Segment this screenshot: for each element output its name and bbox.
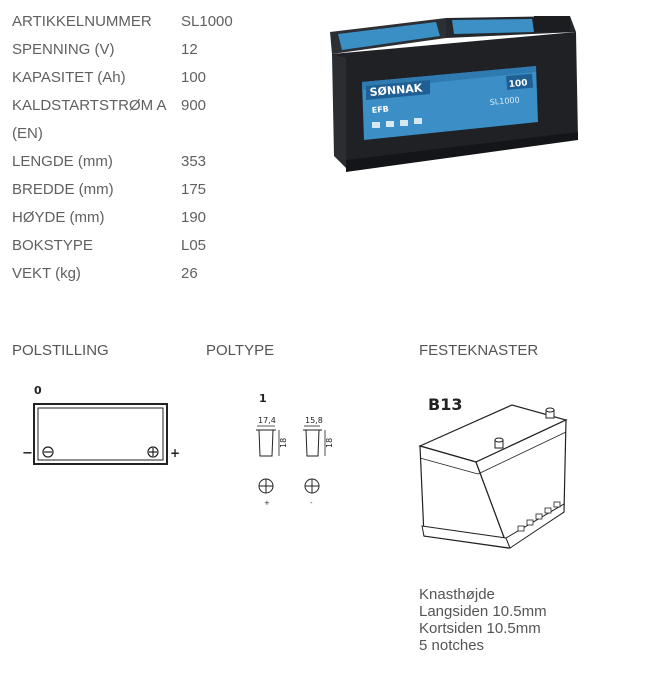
- left-terminal-width: 17,4: [258, 416, 276, 425]
- spec-label: KALDSTARTSTRØM A (EN): [12, 97, 166, 142]
- spec-value: SL1000: [181, 13, 233, 30]
- note-line: Langsiden 10.5mm: [419, 603, 547, 620]
- capacity-badge: 100: [508, 78, 528, 90]
- plus-sign: +: [170, 446, 181, 460]
- note-line: Kortsiden 10.5mm: [419, 620, 541, 637]
- polstilling-heading: POLSTILLING: [12, 342, 109, 359]
- spec-label: BOKSTYPE: [12, 237, 93, 254]
- spec-value: 190: [181, 209, 207, 226]
- pole-layout-code: 0: [34, 384, 42, 397]
- spec-value: 12: [181, 41, 198, 58]
- efb-label: EFB: [371, 104, 390, 115]
- hold-down-diagram: [416, 388, 576, 553]
- festeknaster-heading: FESTEKNASTER: [419, 342, 539, 359]
- terminal-type-code: 1: [259, 392, 267, 405]
- spec-label: KAPASITET (Ah): [12, 69, 126, 86]
- hold-down-code: B13: [428, 395, 463, 414]
- note-line: 5 notches: [419, 637, 485, 654]
- minus-sign: −: [22, 446, 33, 461]
- spec-value: 353: [181, 153, 207, 170]
- spec-label: VEKT (kg): [12, 265, 81, 282]
- spec-label: SPENNING (V): [12, 41, 115, 58]
- terminal-type-diagram: [250, 390, 340, 510]
- hold-down-notes: [419, 586, 547, 654]
- left-terminal-height: 18: [279, 437, 288, 448]
- spec-label: LENGDE (mm): [12, 153, 113, 170]
- negative-pole-sign: -: [310, 499, 313, 507]
- positive-pole-sign: +: [264, 499, 270, 507]
- spec-value: 26: [181, 265, 198, 282]
- model-text: SL1000: [489, 95, 520, 107]
- note-line: Knasthøjde: [419, 586, 495, 603]
- spec-value: 100: [181, 69, 207, 86]
- right-terminal-width: 15,8: [305, 416, 323, 425]
- right-terminal-height: 18: [325, 437, 334, 448]
- spec-label: BREDDE (mm): [12, 181, 114, 198]
- spec-value: L05: [181, 237, 207, 254]
- spec-label: HØYDE (mm): [12, 209, 105, 226]
- pole-layout-diagram: [12, 380, 187, 472]
- spec-label: ARTIKKELNUMMER: [12, 13, 152, 30]
- poltype-heading: POLTYPE: [206, 342, 275, 359]
- spec-value: 900: [181, 97, 207, 114]
- spec-value: 175: [181, 181, 207, 198]
- brand-logo-text: SØNNAK: [369, 81, 423, 99]
- battery-product-image: [328, 10, 590, 175]
